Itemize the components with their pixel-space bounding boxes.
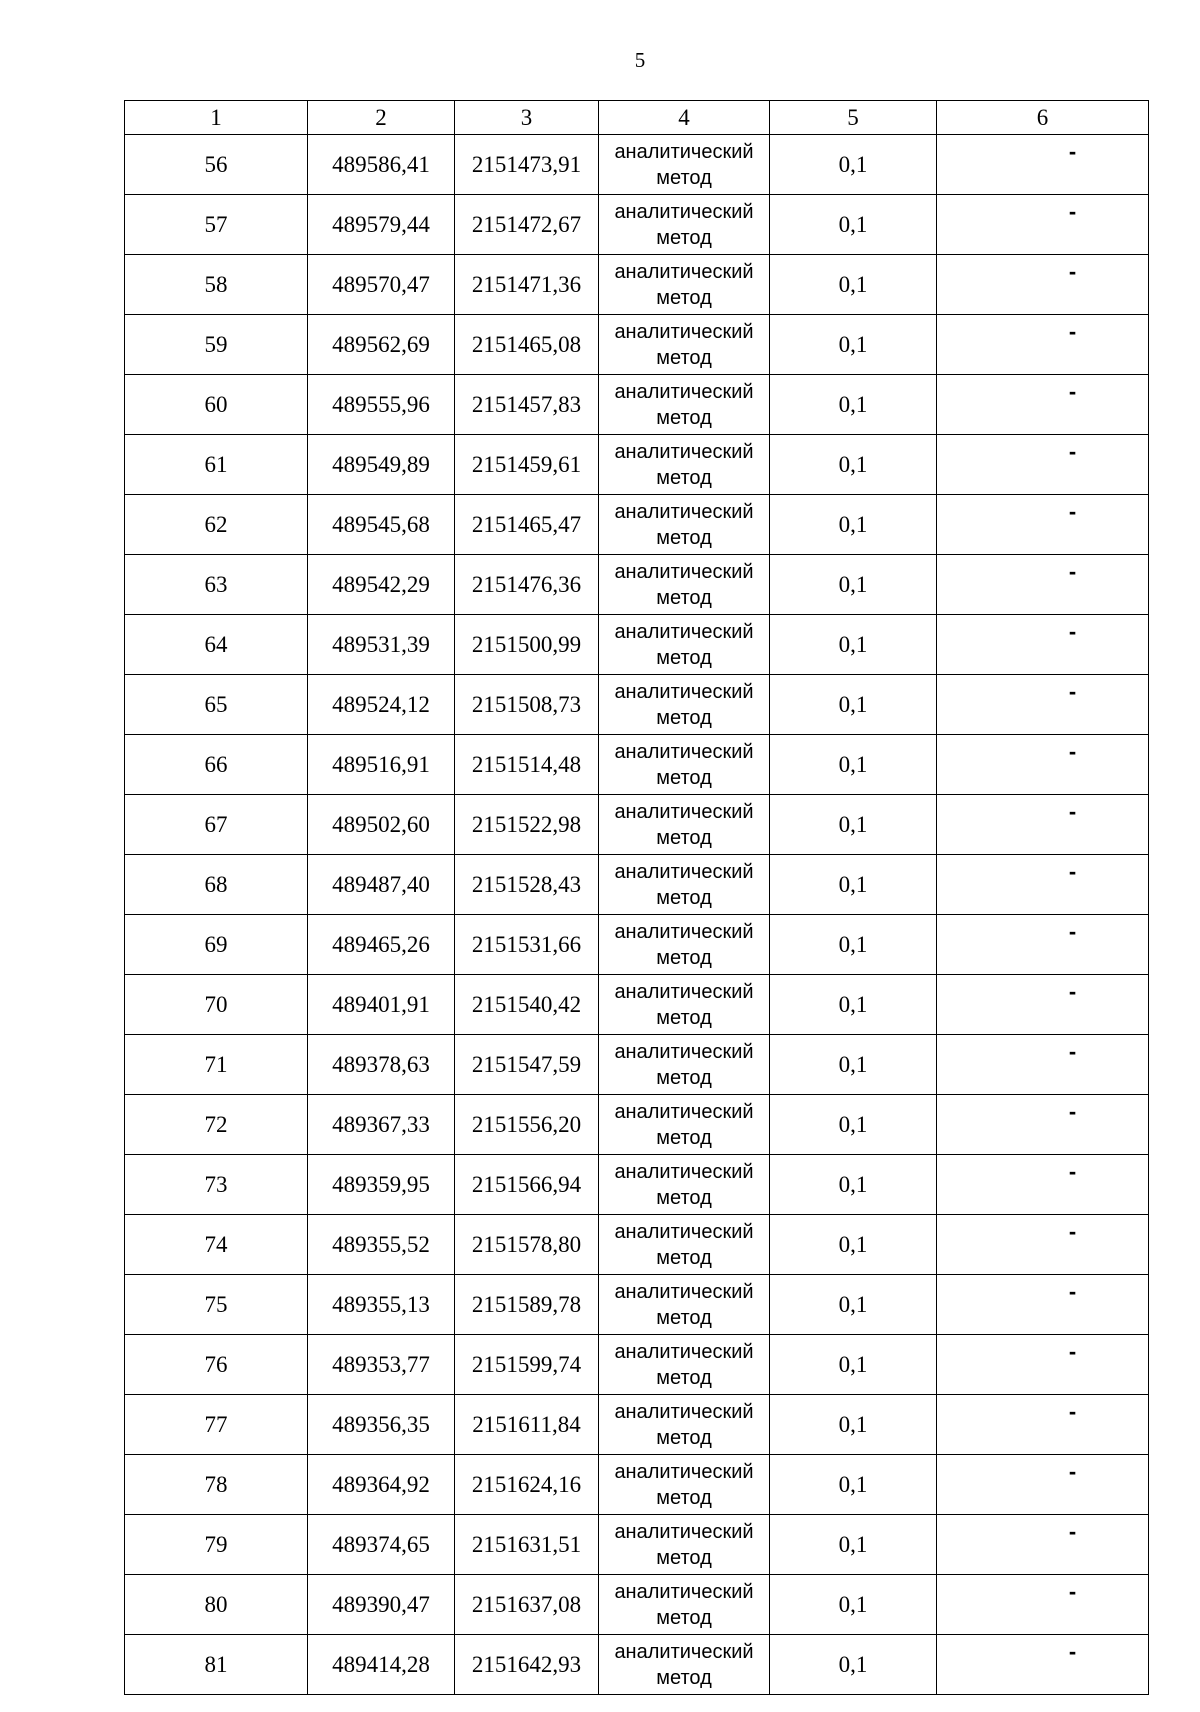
x-coordinate-cell: 489401,91 [308,975,455,1035]
note-cell: - [937,435,1149,495]
y-coordinate-cell: 2151578,80 [455,1215,599,1275]
x-coordinate-cell: 489516,91 [308,735,455,795]
method-cell [599,435,770,495]
y-coordinate-cell: 2151566,94 [455,1155,599,1215]
note-cell: - [937,1215,1149,1275]
precision-cell: 0,1 [770,1155,937,1215]
y-coordinate-cell: 2151540,42 [455,975,599,1035]
note-cell: - [937,1515,1149,1575]
table-row [125,1575,1149,1635]
method-label-line1: аналитический [614,1280,754,1303]
table-row [125,1455,1149,1515]
y-coordinate-cell: 2151457,83 [455,375,599,435]
note-cell: - [937,375,1149,435]
table-row [125,1515,1149,1575]
y-coordinate-cell: 2151528,43 [455,855,599,915]
column-header: 6 [937,101,1149,135]
method-cell [599,1155,770,1215]
method-cell [599,855,770,915]
method-cell [599,1515,770,1575]
x-coordinate-cell: 489531,39 [308,615,455,675]
method-label-line2: метод [656,346,712,369]
y-coordinate-cell: 2151631,51 [455,1515,599,1575]
note-cell: - [937,1035,1149,1095]
point-number-cell: 79 [125,1515,308,1575]
precision-cell: 0,1 [770,1635,937,1695]
method-label-line2: метод [656,1486,712,1509]
table-row [125,615,1149,675]
precision-cell: 0,1 [770,1335,937,1395]
method-label-line1: аналитический [614,440,754,463]
method-cell [599,1395,770,1455]
column-header: 4 [599,101,770,135]
precision-cell: 0,1 [770,375,937,435]
method-cell [599,495,770,555]
y-coordinate-cell: 2151472,67 [455,195,599,255]
method-label-line1: аналитический [614,560,754,583]
method-label-line2: метод [656,826,712,849]
method-label-line1: аналитический [614,860,754,883]
note-cell: - [937,1455,1149,1515]
y-coordinate-cell: 2151589,78 [455,1275,599,1335]
y-coordinate-cell: 2151465,47 [455,495,599,555]
point-number-cell: 57 [125,195,308,255]
y-coordinate-cell: 2151599,74 [455,1335,599,1395]
y-coordinate-cell: 2151500,99 [455,615,599,675]
table-row [125,1335,1149,1395]
point-number-cell: 67 [125,795,308,855]
method-label-line1: аналитический [614,320,754,343]
precision-cell: 0,1 [770,975,937,1035]
method-label-line1: аналитический [614,1040,754,1063]
x-coordinate-cell: 489355,13 [308,1275,455,1335]
precision-cell: 0,1 [770,915,937,975]
method-label-line1: аналитический [614,1460,754,1483]
point-number-cell: 69 [125,915,308,975]
y-coordinate-cell: 2151547,59 [455,1035,599,1095]
note-cell: - [937,135,1149,195]
method-cell [599,915,770,975]
coordinates-table [124,100,1149,1695]
method-label-line2: метод [656,946,712,969]
point-number-cell: 60 [125,375,308,435]
table-row [125,1395,1149,1455]
method-label-line1: аналитический [614,1400,754,1423]
table-row [125,1635,1149,1695]
method-cell [599,315,770,375]
method-label-line2: метод [656,1306,712,1329]
method-cell [599,735,770,795]
y-coordinate-cell: 2151531,66 [455,915,599,975]
method-label-line2: метод [656,1066,712,1089]
column-header: 2 [308,101,455,135]
x-coordinate-cell: 489465,26 [308,915,455,975]
method-label-line1: аналитический [614,800,754,823]
method-label-line2: метод [656,1246,712,1269]
method-label-line1: аналитический [614,920,754,943]
precision-cell: 0,1 [770,255,937,315]
x-coordinate-cell: 489586,41 [308,135,455,195]
method-cell [599,1215,770,1275]
point-number-cell: 64 [125,615,308,675]
method-label-line1: аналитический [614,500,754,523]
method-label-line1: аналитический [614,620,754,643]
method-label-line2: метод [656,1426,712,1449]
table-header-row [125,101,1149,135]
y-coordinate-cell: 2151465,08 [455,315,599,375]
x-coordinate-cell: 489542,29 [308,555,455,615]
method-label-line2: метод [656,1666,712,1689]
method-label-line2: метод [656,706,712,729]
y-coordinate-cell: 2151611,84 [455,1395,599,1455]
table-row [125,855,1149,915]
method-cell [599,1095,770,1155]
table-row [125,735,1149,795]
precision-cell: 0,1 [770,1035,937,1095]
precision-cell: 0,1 [770,1575,937,1635]
method-label-line1: аналитический [614,1580,754,1603]
precision-cell: 0,1 [770,555,937,615]
method-label-line2: метод [656,466,712,489]
precision-cell: 0,1 [770,615,937,675]
y-coordinate-cell: 2151471,36 [455,255,599,315]
point-number-cell: 56 [125,135,308,195]
method-label-line2: метод [656,586,712,609]
precision-cell: 0,1 [770,1395,937,1455]
note-cell: - [937,855,1149,915]
method-label-line2: метод [656,526,712,549]
point-number-cell: 75 [125,1275,308,1335]
x-coordinate-cell: 489487,40 [308,855,455,915]
y-coordinate-cell: 2151473,91 [455,135,599,195]
point-number-cell: 78 [125,1455,308,1515]
point-number-cell: 77 [125,1395,308,1455]
note-cell: - [937,915,1149,975]
note-cell: - [937,975,1149,1035]
table-row [125,1155,1149,1215]
method-label-line1: аналитический [614,380,754,403]
method-label-line1: аналитический [614,200,754,223]
method-cell [599,1575,770,1635]
method-cell [599,795,770,855]
table-row [125,555,1149,615]
table-row [125,1095,1149,1155]
table-row [125,1035,1149,1095]
method-label-line2: метод [656,286,712,309]
x-coordinate-cell: 489356,35 [308,1395,455,1455]
column-header: 1 [125,101,308,135]
note-cell: - [937,675,1149,735]
x-coordinate-cell: 489414,28 [308,1635,455,1695]
y-coordinate-cell: 2151624,16 [455,1455,599,1515]
point-number-cell: 62 [125,495,308,555]
note-cell: - [937,1275,1149,1335]
x-coordinate-cell: 489355,52 [308,1215,455,1275]
precision-cell: 0,1 [770,855,937,915]
point-number-cell: 72 [125,1095,308,1155]
method-cell [599,975,770,1035]
point-number-cell: 80 [125,1575,308,1635]
method-cell [599,135,770,195]
table-row [125,915,1149,975]
point-number-cell: 74 [125,1215,308,1275]
note-cell: - [937,555,1149,615]
method-cell [599,1335,770,1395]
table-row [125,675,1149,735]
note-cell: - [937,615,1149,675]
method-label-line2: метод [656,1606,712,1629]
note-cell: - [937,1155,1149,1215]
point-number-cell: 76 [125,1335,308,1395]
method-cell [599,255,770,315]
x-coordinate-cell: 489359,95 [308,1155,455,1215]
method-cell [599,1035,770,1095]
y-coordinate-cell: 2151556,20 [455,1095,599,1155]
note-cell: - [937,795,1149,855]
method-cell [599,195,770,255]
x-coordinate-cell: 489524,12 [308,675,455,735]
method-label-line1: аналитический [614,1340,754,1363]
precision-cell: 0,1 [770,1095,937,1155]
method-label-line1: аналитический [614,980,754,1003]
table-row [125,1215,1149,1275]
note-cell: - [937,195,1149,255]
method-cell [599,555,770,615]
precision-cell: 0,1 [770,315,937,375]
x-coordinate-cell: 489502,60 [308,795,455,855]
method-label-line2: метод [656,166,712,189]
point-number-cell: 68 [125,855,308,915]
y-coordinate-cell: 2151642,93 [455,1635,599,1695]
point-number-cell: 70 [125,975,308,1035]
method-label-line2: метод [656,1546,712,1569]
method-cell [599,375,770,435]
y-coordinate-cell: 2151522,98 [455,795,599,855]
point-number-cell: 73 [125,1155,308,1215]
table-row [125,375,1149,435]
precision-cell: 0,1 [770,195,937,255]
precision-cell: 0,1 [770,675,937,735]
table-row [125,195,1149,255]
x-coordinate-cell: 489549,89 [308,435,455,495]
note-cell: - [937,735,1149,795]
method-label-line2: метод [656,886,712,909]
precision-cell: 0,1 [770,795,937,855]
y-coordinate-cell: 2151637,08 [455,1575,599,1635]
x-coordinate-cell: 489555,96 [308,375,455,435]
method-label-line1: аналитический [614,1220,754,1243]
table-row [125,495,1149,555]
note-cell: - [937,1575,1149,1635]
table-row [125,135,1149,195]
method-label-line1: аналитический [614,740,754,763]
point-number-cell: 59 [125,315,308,375]
table-row [125,1275,1149,1335]
point-number-cell: 65 [125,675,308,735]
method-label-line2: метод [656,766,712,789]
method-label-line1: аналитический [614,1100,754,1123]
note-cell: - [937,1395,1149,1455]
note-cell: - [937,1095,1149,1155]
x-coordinate-cell: 489374,65 [308,1515,455,1575]
x-coordinate-cell: 489353,77 [308,1335,455,1395]
x-coordinate-cell: 489364,92 [308,1455,455,1515]
column-header: 3 [455,101,599,135]
method-label-line1: аналитический [614,680,754,703]
x-coordinate-cell: 489562,69 [308,315,455,375]
method-label-line1: аналитический [614,1160,754,1183]
note-cell: - [937,495,1149,555]
precision-cell: 0,1 [770,1275,937,1335]
method-cell [599,675,770,735]
precision-cell: 0,1 [770,735,937,795]
y-coordinate-cell: 2151476,36 [455,555,599,615]
method-cell [599,615,770,675]
table-row [125,435,1149,495]
method-label-line2: метод [656,226,712,249]
precision-cell: 0,1 [770,1515,937,1575]
method-label-line1: аналитический [614,1640,754,1663]
point-number-cell: 61 [125,435,308,495]
table-row [125,255,1149,315]
method-cell [599,1455,770,1515]
page-number: 5 [634,48,646,72]
x-coordinate-cell: 489579,44 [308,195,455,255]
table-row [125,975,1149,1035]
precision-cell: 0,1 [770,135,937,195]
y-coordinate-cell: 2151514,48 [455,735,599,795]
note-cell: - [937,255,1149,315]
point-number-cell: 63 [125,555,308,615]
table-row [125,795,1149,855]
point-number-cell: 71 [125,1035,308,1095]
x-coordinate-cell: 489390,47 [308,1575,455,1635]
column-header: 5 [770,101,937,135]
method-cell [599,1275,770,1335]
y-coordinate-cell: 2151459,61 [455,435,599,495]
note-cell: - [937,1635,1149,1695]
method-label-line2: метод [656,1126,712,1149]
y-coordinate-cell: 2151508,73 [455,675,599,735]
precision-cell: 0,1 [770,1455,937,1515]
x-coordinate-cell: 489545,68 [308,495,455,555]
point-number-cell: 81 [125,1635,308,1695]
method-label-line2: метод [656,646,712,669]
method-label-line2: метод [656,1366,712,1389]
method-label-line1: аналитический [614,1520,754,1543]
precision-cell: 0,1 [770,495,937,555]
table-body [125,135,1149,1695]
precision-cell: 0,1 [770,1215,937,1275]
note-cell: - [937,1335,1149,1395]
method-label-line2: метод [656,1006,712,1029]
x-coordinate-cell: 489378,63 [308,1035,455,1095]
x-coordinate-cell: 489367,33 [308,1095,455,1155]
method-label-line2: метод [656,1186,712,1209]
table-row [125,315,1149,375]
x-coordinate-cell: 489570,47 [308,255,455,315]
note-cell: - [937,315,1149,375]
method-cell [599,1635,770,1695]
point-number-cell: 58 [125,255,308,315]
method-label-line2: метод [656,406,712,429]
method-label-line1: аналитический [614,260,754,283]
point-number-cell: 66 [125,735,308,795]
method-label-line1: аналитический [614,140,754,163]
precision-cell: 0,1 [770,435,937,495]
